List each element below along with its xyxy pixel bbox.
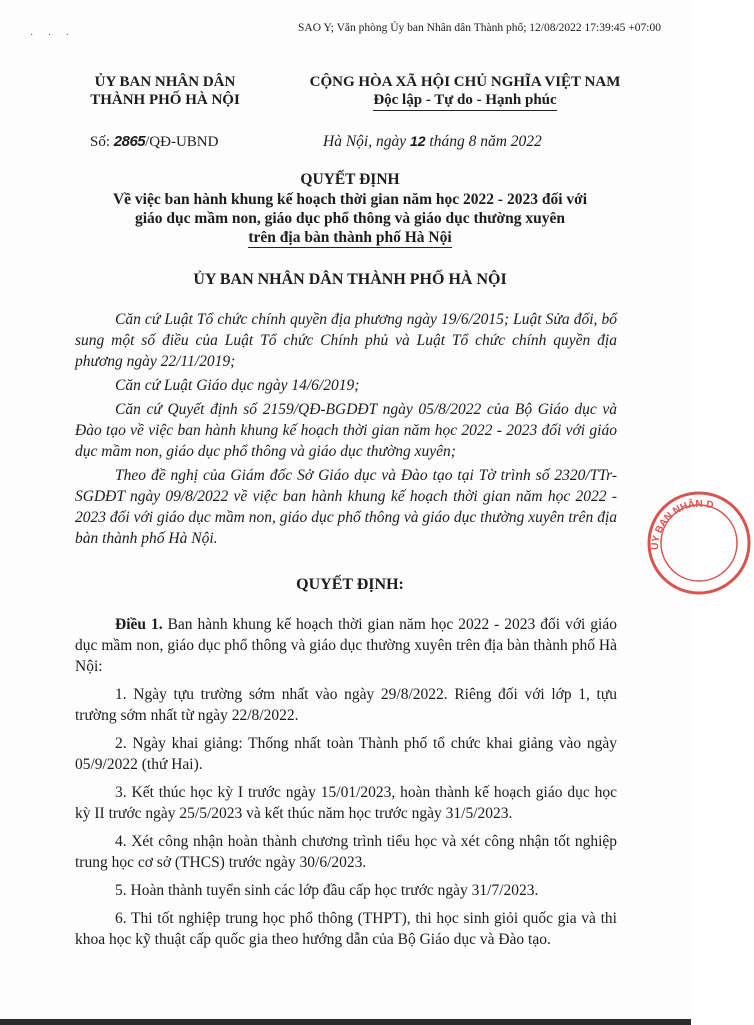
scan-border [0,1019,691,1025]
issue-day: 12 [409,133,426,149]
agency-line-1: ỦY BAN NHÂN DÂN [94,74,236,90]
official-seal [644,488,754,598]
seal-text: ỦY BAN NHÂN D [649,498,715,551]
legal-bases [75,309,617,549]
document-number-value: 2865 [113,133,146,150]
national-heading [265,73,665,111]
issue-date: Hà Nội, ngày 12 tháng 8 năm 2022 [323,133,542,150]
article-1-item-4: 4. Xét công nhận hoàn thành chương trình tiểu học và xét công nhận tốt nghiệp trung học cơ sở (THCS) trước ngày 30/6/2023. [75,833,617,871]
basis-2: Căn cứ Luật Giáo dục ngày 14/6/2019; [115,377,360,394]
document-number: Số: 2865/QĐ-UBND [90,133,219,150]
basis-4: Theo đề nghị của Giám đốc Sở Giáo dục và Đào tạo tại Tờ trình số 2320/TTr-SGDĐT ngày 09/8/2022 về việc ban hành khung kế hoạch thời gian năm học 2022 - 2023 đối với giáo dục mầm non, giáo dục phổ thông và giáo dục thường xuyên trên địa bàn thành phố Hà Nội. [75,467,617,547]
document-subject: Về việc ban hành khung kế hoạch thời gian năm học 2022 - 2023 đối với giáo dục mầm non, giáo dục phổ thông và giáo dục thường xuyên trên địa bàn thành phố Hà Nội [112,191,588,246]
scan-marks: · · · [30,30,75,41]
nation-name: CỘNG HÒA XÃ HỘI CHỦ NGHĨA VIỆT NAM [309,74,621,90]
copy-certification: SAO Y; Văn phòng Ủy ban Nhân dân Thành phố; 12/08/2022 17:39:45 +07:00 [298,22,661,34]
article-1-item-3: 3. Kết thúc học kỳ I trước ngày 15/01/2023, hoàn thành kế hoạch giáo dục học kỳ II trước ngày 25/5/2023 và kết thúc năm học trước ngày 31/5/2023. [75,784,617,822]
basis-1: Căn cứ Luật Tổ chức chính quyền địa phương ngày 19/6/2015; Luật Sửa đổi, bổ sung một số điều của Luật Tổ chức Chính phủ và Luật Tổ chức chính quyền địa phương ngày 22/11/2019; [75,311,617,370]
article-1-item-2: 2. Ngày khai giảng: Thống nhất toàn Thành phố tổ chức khai giảng vào ngày 05/9/2022 (thứ Hai). [75,735,617,773]
article-1 [75,614,617,950]
document-type: QUYẾT ĐỊNH [300,171,400,188]
basis-3: Căn cứ Quyết định số 2159/QĐ-BGDĐT ngày 05/8/2022 của Bộ Giáo dục và Đào tạo về việc ban hành khung kế hoạch thời gian năm học 2022 - 2023 đối với giáo dục mầm non, giáo dục phổ thông và giáo dục thường xuyên; [75,401,617,460]
national-motto: Độc lập - Tự do - Hạnh phúc [373,91,556,111]
article-1-intro: Điều 1. Ban hành khung kế hoạch thời gian năm học 2022 - 2023 đối với giáo dục mầm non, giáo dục phổ thông và giáo dục thường xuyên trên địa bàn thành phố Hà Nội: [75,616,617,675]
agency-line-2: THÀNH PHỐ HÀ NỘI [90,92,240,108]
decision-heading: QUYẾT ĐỊNH: [296,576,404,593]
issuing-agency [70,73,260,109]
article-1-item-6: 6. Thi tốt nghiệp trung học phổ thông (THPT), thi học sinh giỏi quốc gia và thi khoa học kỹ thuật cấp quốc gia theo hướng dẫn của Bộ Giáo dục và Đào tạo. [75,910,617,948]
article-1-item-5: 5. Hoàn thành tuyển sinh các lớp đầu cấp học trước ngày 31/7/2023. [115,882,539,899]
issuer-heading: ỦY BAN NHÂN DÂN THÀNH PHỐ HÀ NỘI [193,271,507,288]
article-1-item-1: 1. Ngày tựu trường sớm nhất vào ngày 29/8/2022. Riêng đối với lớp 1, tựu trường sớm nhất từ ngày 22/8/2022. [75,686,617,724]
